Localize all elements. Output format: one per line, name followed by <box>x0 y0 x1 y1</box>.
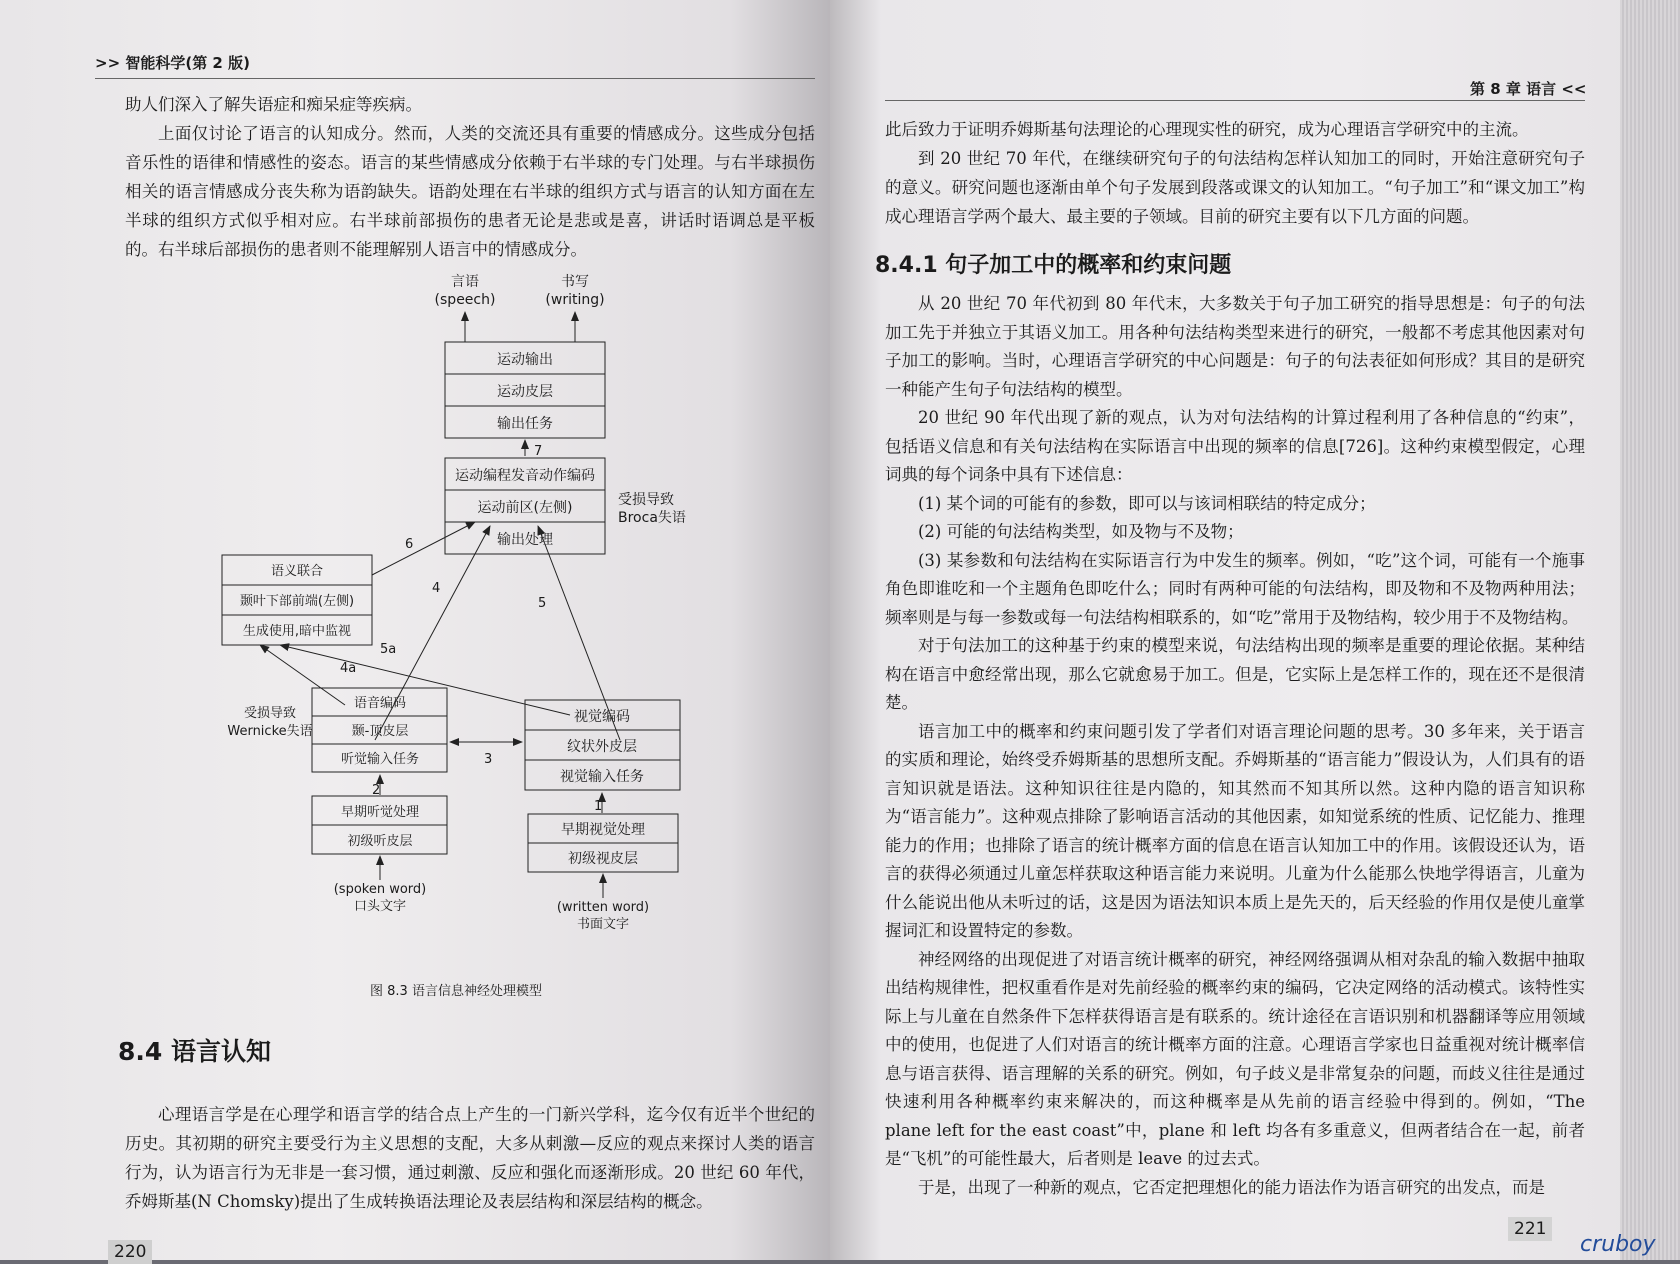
watermark: cruboy <box>1580 1232 1656 1257</box>
label-writing: 书写 <box>561 274 589 290</box>
box-output-line3: 输出任务 <box>497 416 553 432</box>
header-rule-right <box>885 100 1585 101</box>
arrow-label-6: 6 <box>405 537 414 552</box>
paragraph: 助人们深入了解失语症和痴呆症等疾病。 <box>125 95 422 114</box>
box-output-line2: 运动皮层 <box>497 384 553 400</box>
arrow-label-2: 2 <box>372 783 381 798</box>
page-number-right: 221 <box>1508 1217 1552 1241</box>
arrow-4a <box>260 645 345 705</box>
wernicke-label-line2: Wernicke失语 <box>227 724 313 739</box>
figure-caption: 图 8.3 语言信息神经处理模型 <box>370 984 542 999</box>
box-phono-line2: 颞-顶皮层 <box>351 724 409 739</box>
page-number-left: 220 <box>108 1240 152 1264</box>
list-item: (2) 可能的句法结构类型，如及物与不及物； <box>918 522 1244 541</box>
arrow-label-4a: 4a <box>340 661 357 676</box>
box-visual-line1: 视觉编码 <box>574 709 630 725</box>
box-semantic-line2: 颞叶下部前端(左侧) <box>239 594 355 609</box>
right-body-text <box>885 290 1585 1202</box>
arrow-label-1: 1 <box>594 799 603 814</box>
running-header-left: >> 智能科学(第 2 版) <box>95 54 250 72</box>
box-early-vis-line2: 初级视皮层 <box>568 851 638 867</box>
input-spoken-en: (spoken word) <box>333 882 427 897</box>
paragraph: 到 20 世纪 70 年代，在继续研究句子的句法结构怎样认知加工的同时，开始注意研究句子的意义。研究问题也逐渐由单个句子发展到段落或课文的认知加工。“句子加工”和“课文加工”构成心理语言学两个最大、最主要的子领域。目前的研究主要有以下几方面的问题。 <box>885 149 1585 226</box>
header-rule-left <box>95 78 815 79</box>
input-written-en: (written word) <box>556 900 650 915</box>
label-speech: 言语 <box>451 274 479 290</box>
paragraph: 于是，出现了一种新的观点，它否定把理想化的能力语法作为语言研究的出发点，而是 <box>918 1177 1545 1197</box>
arrow-label-7: 7 <box>534 444 543 459</box>
paragraph: 20 世纪 90 年代出现了新的观点，认为对句法结构的计算过程利用了各种信息的“约束”，包括语义信息和有关句法结构在实际语言中出现的频率的信息[726]。这种约束模型假定，心理词典的每个词条中具有下述信息： <box>885 408 1585 484</box>
arrow-label-3: 3 <box>484 752 493 767</box>
list-item: (1) 某个词的可能有的参数，即可以与该词相联结的特定成分； <box>918 493 1376 513</box>
paragraph: 上面仅讨论了语言的认知成分。然而，人类的交流还具有重要的情感成分。这些成分包括音乐性的语律和情感性的姿态。语言的某些情感成分依赖于右半球的专门处理。与右半球损伤相关的语言情感成分丧失称为语韵缺失。语韵处理在右半球的组织方式与语言的认知方面在左半球的组织方式似乎相对应。右半球前部损伤的患者无论是悲或是喜，讲话时语调总是平板的。右半球后部损伤的患者则不能理解别人语言中的情感成分。 <box>125 124 815 259</box>
paragraph: 语言加工中的概率和约束问题引发了学者们对语言理论问题的思考。30 多年来，关于语言的实质和理论，始终受乔姆斯基的思想所支配。乔姆斯基的“语言能力”假设认为，人们具有的语言知识就是语法。这种知识往往是内隐的，知其然而不知其所以然。这种内隐的语言知识称为“语言能力”。这种观点排除了影响语言活动的其他因素，如知觉系统的性质、记忆能力、推理能力的作用；也排除了语言的统计概率方面的信息在语言认知加工中的作用。该假设还认为，语言的获得必须通过儿童怎样获取这种语言能力来说明。儿童为什么能那么快地学得语言，儿童为什么能说出他从未听过的话，这是因为语法知识本质上是先天的，后天经验的作用仅是使儿童掌握词汇和设置特定的参数。 <box>885 721 1585 940</box>
box-early-vis-line1: 早期视觉处理 <box>561 822 645 838</box>
box-semantic-line1: 语义联合 <box>270 564 324 579</box>
left-body-text <box>125 90 815 264</box>
box-output-line1: 运动输出 <box>497 352 553 368</box>
arrow-6 <box>372 522 475 575</box>
page-edges <box>1620 0 1680 1260</box>
paragraph: 对于句法加工的这种基于约束的模型来说，句法结构出现的频率是重要的理论依据。某种结构在语言中愈经常出现，那么它就愈易于加工。但是，它实际上是怎样工作的，现在还不是很清楚。 <box>885 636 1585 712</box>
arrow-label-4: 4 <box>432 581 441 596</box>
arrow-label-5: 5 <box>538 596 547 611</box>
box-phono-line3: 听觉输入任务 <box>340 752 420 767</box>
box-visual-line2: 纹状外皮层 <box>567 739 637 755</box>
paragraph: 从 20 世纪 70 年代初到 80 年代末，大多数关于句子加工研究的指导思想是：句子的句法加工先于并独立于其语义加工。用各种句法结构类型来进行的研究，一般都不考虑其他因素对句子加工的影响。当时，心理语言学研究的中心问题是：句子的句法表征如何形成？其目的是研究一种能产生句子句法结构的模型。 <box>885 294 1585 399</box>
running-header-right: 第 8 章 语言 << <box>1470 80 1587 98</box>
broca-label-line2: Broca失语 <box>618 510 686 526</box>
label-writing-en: (writing) <box>545 292 605 308</box>
broca-label-line1: 受损导致 <box>618 492 674 508</box>
figure-8-3-diagram <box>200 270 740 975</box>
box-early-aud-line2: 初级听皮层 <box>347 834 413 849</box>
box-motor-line1: 运动编程发音动作编码 <box>455 468 595 484</box>
wernicke-label-line1: 受损导致 <box>243 706 297 721</box>
box-early-aud-line1: 早期听觉处理 <box>340 805 420 820</box>
right-top-text <box>885 115 1585 231</box>
paragraph: 心理语言学是在心理学和语言学的结合点上产生的一门新兴学科，迄今仅有近半个世纪的历史。其初期的研究主要受行为主义思想的支配，大多从刺激—反应的观点来探讨人类的语言行为，认为语言行为无非是一套习惯，通过刺激、反应和强化而逐渐形成。20 世纪 60 年代，乔姆斯基(N Chomsky)提出了生成转换语法理论及表层结构和深层结构的概念。 <box>125 1105 815 1211</box>
input-spoken-zh: 口头文字 <box>353 899 407 914</box>
box-motor-line2: 运动前区(左侧) <box>477 500 573 516</box>
box-phono-line1: 语音编码 <box>353 696 407 711</box>
subsection-heading-8-4-1: 8.4.1 句子加工中的概率和约束问题 <box>875 253 1232 278</box>
paragraph: 神经网络的出现促进了对语言统计概率的研究，神经网络强调从相对杂乱的输入数据中抽取出结构规律性，把权重看作是对先前经验的概率约束的编码，它决定网络的活动模式。该特性实际上与儿童在自然条件下怎样获得语言是有联系的。统计途径在言语识别和机器翻译等应用领域中的使用，也促进了人们对语言的统计概率方面的注意。心理语言学家也日益重视对统计概率信息与语言获得、语言理解的关系的研究。例如，句子歧义是非常复杂的问题，而歧义往往是通过快速利用各种概率约束来解决的，而这种概率是从先前的语言经验中得到的。例如，“The plane left for the east coast”中，plane 和 left 均各有多重意义，但两者结合在一起，前者是“飞机”的可能性最大，后者则是 leave 的过去式。 <box>885 949 1585 1168</box>
section-heading-8-4: 8.4 语言认知 <box>118 1037 271 1066</box>
label-speech-en: (speech) <box>434 292 496 308</box>
box-motor-line3: 输出处理 <box>497 532 553 548</box>
input-written-zh: 书面文字 <box>576 917 630 932</box>
left-section-text <box>125 1100 815 1216</box>
box-semantic-line3: 生成使用,暗中监视 <box>242 624 352 639</box>
arrow-5a <box>280 645 570 715</box>
list-item: (3) 某参数和句法结构在实际语言行为中发生的频率。例如，“吃”这个词，可能有一个施事角色即谁吃和一个主题角色即吃什么；同时有两种可能的句法结构，即及物和不及物两种用法；频率则是与每一参数或每一句法结构相联系的，如“吃”常用于及物结构，较少用于不及物结构。 <box>885 550 1585 627</box>
arrow-5 <box>538 526 620 740</box>
paragraph: 此后致力于证明乔姆斯基句法理论的心理现实性的研究，成为心理语言学研究中的主流。 <box>885 120 1529 139</box>
arrow-label-5a: 5a <box>380 642 397 657</box>
box-visual-line3: 视觉输入任务 <box>560 769 644 785</box>
